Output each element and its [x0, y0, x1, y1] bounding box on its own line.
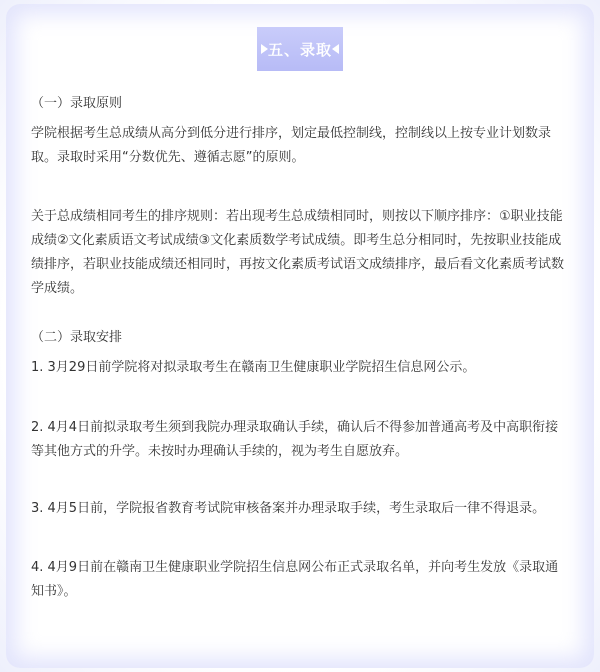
arrangement-item-1: 1. 3月29日前学院将对拟录取考生在赣南卫生健康职业学院招生信息网公示。 — [31, 360, 476, 375]
arrangement-item-4: 4. 4月9日前在赣南卫生健康职业学院招生信息网公布正式录取名单，并向考生发放《录取通知书》。 — [31, 560, 559, 599]
triangle-left-icon — [261, 44, 268, 54]
section-title-badge — [257, 27, 343, 71]
arrangements-heading: （二）录取安排 — [31, 330, 123, 345]
arrangement-item-2: 2. 4月4日前拟录取考生须到我院办理录取确认手续，确认后不得参加普通高考及中高职衔接等其他方式的升学。未按时办理确认手续的，视为考生自愿放弃。 — [31, 420, 559, 459]
arrangement-item-3: 3. 4月5日前，学院报省教育考试院审核备案并办理录取手续，考生录取后一律不得退录。 — [31, 501, 546, 516]
principles-paragraph-2: 关于总成绩相同考生的排序规则：若出现考生总成绩相同时，则按以下顺序排序：①职业技能成绩②文化素质语文考试成绩③文化素质数学考试成绩。即考生总分相同时，先按职业技能成绩排序，若职业技能成绩还相同时，再按文化素质考试语文成绩排序，最后看文化素质考试数学成绩。 — [31, 209, 565, 296]
triangle-right-icon — [332, 44, 339, 54]
principles-paragraph-1: 学院根据考生总成绩从高分到低分进行排序，划定最低控制线，控制线以上按专业计划数录取。录取时采用“分数优先、遵循志愿”的原则。 — [31, 126, 552, 165]
principles-heading: （一）录取原则 — [31, 96, 123, 111]
section-title-wrap — [0, 27, 600, 71]
section-title: 五、录取 — [267, 40, 332, 59]
